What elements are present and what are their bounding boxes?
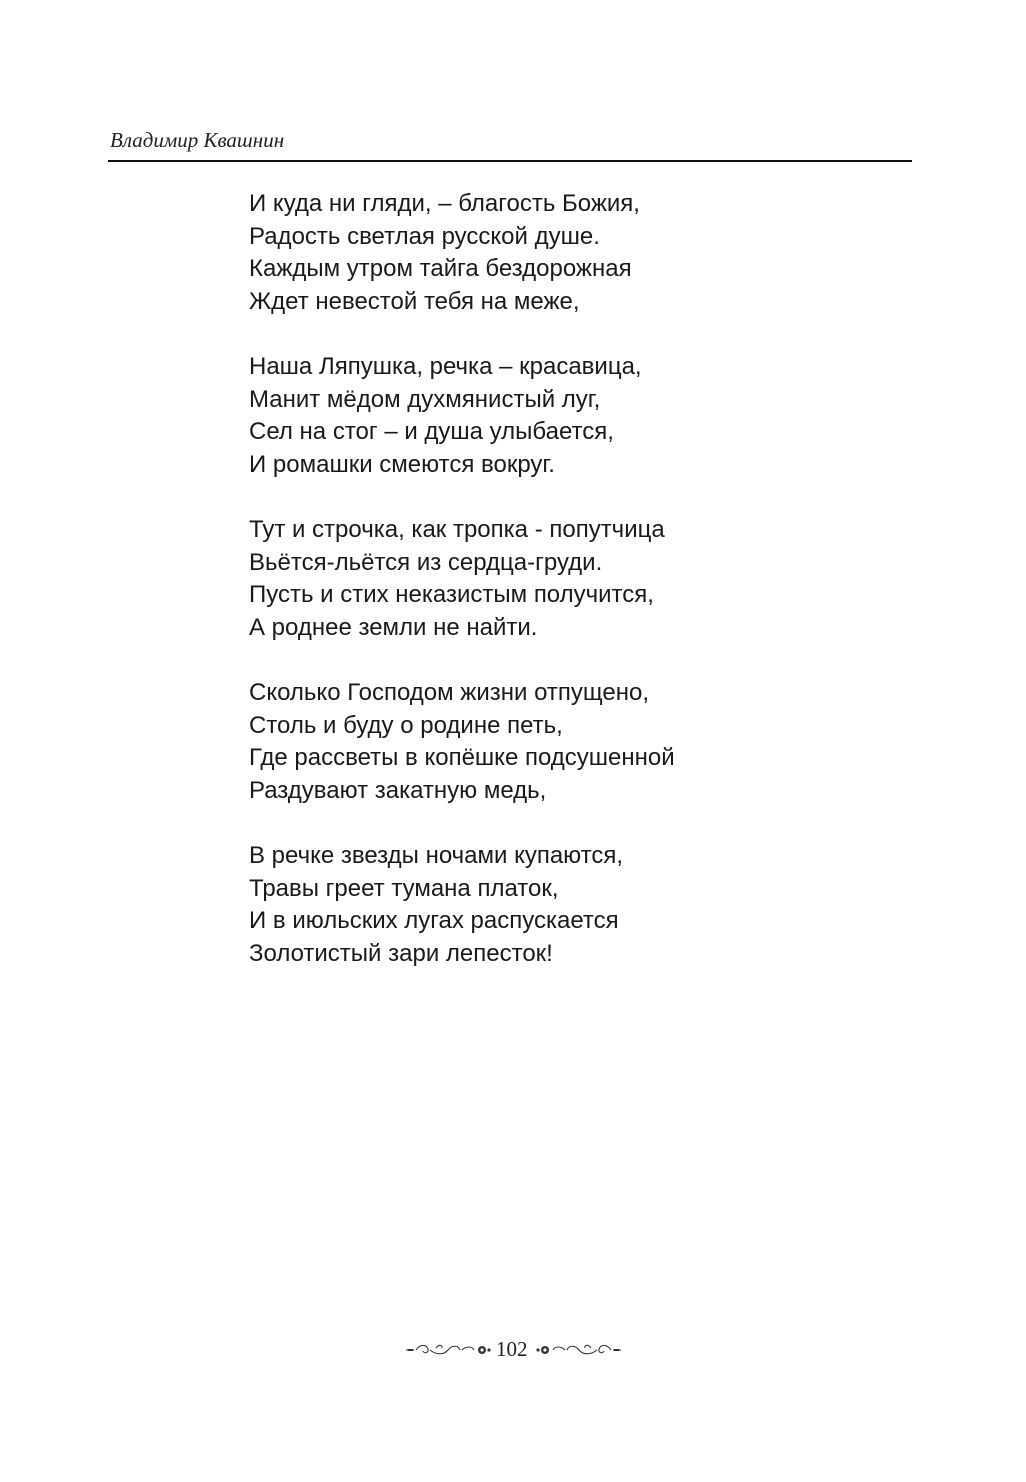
poem-line: Сколько Господом жизни отпущено, (249, 679, 649, 706)
poem-line: Сел на стог – и душа улыбается, (249, 418, 614, 445)
poem-line: Травы греет тумана платок, (249, 874, 559, 902)
running-head-author: Владимир Квашнин (110, 128, 285, 152)
poem-line: Вьётся-льётся из сердца-груди. (249, 548, 603, 576)
poem-line: Тут и строчка, как тропка - попутчица (249, 516, 665, 543)
floral-flourish-icon (535, 1340, 621, 1360)
stanza (249, 840, 675, 970)
stanza (249, 677, 675, 807)
poem-line: Радость светлая русской душе. (249, 222, 600, 250)
stanza (249, 351, 675, 481)
header-rule (108, 160, 912, 162)
stanza (249, 514, 675, 644)
poem-line: И в июльских лугах распускается (249, 907, 619, 934)
poem-line: Золотистый зари лепесток! (249, 939, 553, 967)
poem-line: Раздувают закатную медь, (249, 776, 547, 804)
poem-line: А роднее земли не найти. (249, 613, 538, 641)
poem-line: В речке звезды ночами купаются, (249, 842, 624, 869)
poem-line: Наша Ляпушка, речка – красавица, (249, 353, 642, 380)
poem (249, 188, 675, 1003)
poem-line: И куда ни гляди, – благость Божия, (249, 190, 640, 217)
poem-line: Манит мёдом духмянистый луг, (249, 385, 601, 413)
poem-line: Пусть и стих неказистым получится, (249, 581, 654, 608)
poem-line: Каждым утром тайга бездорожная (249, 255, 632, 282)
floral-flourish-icon (406, 1340, 492, 1360)
poem-line: Ждет невестой тебя на меже, (249, 287, 580, 315)
stanza (249, 188, 675, 318)
poem-line: И ромашки смеются вокруг. (249, 450, 555, 478)
poem-line: Столь и буду о родине петь, (249, 711, 563, 739)
page-number: 102 (496, 1337, 528, 1361)
poem-line: Где рассветы в копёшке подсушенной (249, 744, 675, 771)
page-footer (0, 1337, 1026, 1367)
